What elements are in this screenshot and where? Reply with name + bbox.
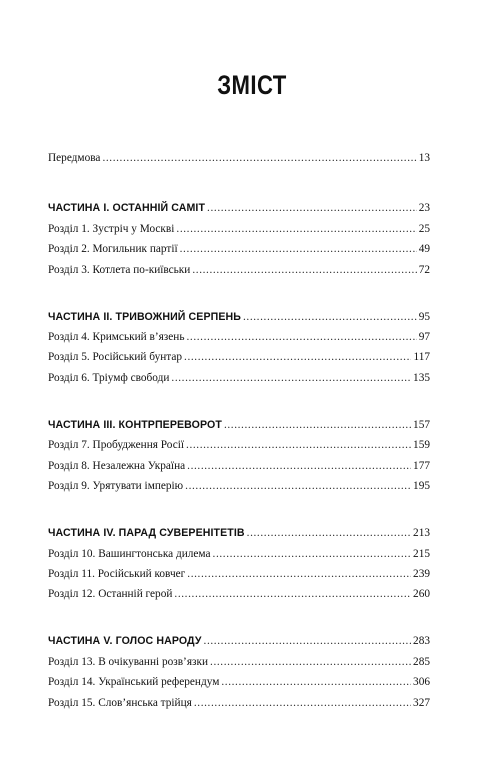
toc-entry-intro[interactable] xyxy=(48,150,430,166)
toc-chapter-2[interactable] xyxy=(48,241,430,257)
toc-chapter-12[interactable] xyxy=(48,586,430,602)
dot-leader xyxy=(247,525,411,541)
toc-page-number: 213 xyxy=(413,527,430,539)
toc-page-number: 97 xyxy=(418,331,430,343)
toc-chapter-15[interactable] xyxy=(48,695,430,711)
toc-page-number: 177 xyxy=(413,460,430,472)
toc-chapter-1[interactable] xyxy=(48,221,430,237)
toc-page-number: 25 xyxy=(418,223,430,235)
toc-page-number: 95 xyxy=(418,311,430,323)
toc-entry-label: Розділ 11. Російський ковчег xyxy=(48,568,186,580)
toc-part-3[interactable] xyxy=(48,417,430,433)
toc-page-number: 195 xyxy=(413,480,430,492)
toc-chapter-10[interactable] xyxy=(48,546,430,562)
dot-leader xyxy=(204,633,412,649)
toc-entry-label: Розділ 4. Кримський в’язень xyxy=(48,331,185,343)
toc-entry-label: Розділ 13. В очікуванні розв’язки xyxy=(48,656,209,668)
toc-entry-label: Розділ 8. Незалежна Україна xyxy=(48,460,186,472)
toc-part-2[interactable] xyxy=(48,309,430,325)
toc-chapter-5[interactable] xyxy=(48,349,430,365)
dot-leader xyxy=(192,262,416,278)
dot-leader xyxy=(176,221,416,237)
toc-entry-label: Розділ 1. Зустріч у Москві xyxy=(48,223,175,235)
page-title: ЗМІСТ xyxy=(217,70,287,100)
dot-leader xyxy=(184,349,411,365)
dot-leader xyxy=(210,654,411,670)
toc-chapter-4[interactable] xyxy=(48,329,430,345)
toc-page-number: 306 xyxy=(413,676,430,688)
toc-part-4[interactable] xyxy=(48,525,430,541)
toc-page-number: 117 xyxy=(413,351,430,363)
dot-leader xyxy=(186,437,411,453)
toc-page-number: 72 xyxy=(418,264,430,276)
dot-leader xyxy=(243,309,417,325)
dot-leader xyxy=(194,695,411,711)
toc-entry-label: Розділ 5. Російський бунтар xyxy=(48,351,183,363)
toc-chapter-3[interactable] xyxy=(48,262,430,278)
toc-part-label: ЧАСТИНА II. ТРИВОЖНИЙ СЕРПЕНЬ xyxy=(48,311,241,323)
toc-page-number: 283 xyxy=(413,635,430,647)
toc-part-label: ЧАСТИНА III. КОНТРПЕРЕВОРОТ xyxy=(48,419,222,431)
dot-leader xyxy=(213,546,412,562)
toc-page-number: 327 xyxy=(413,697,430,709)
dot-leader xyxy=(185,478,411,494)
toc-page-number: 23 xyxy=(418,202,430,214)
toc-chapter-8[interactable] xyxy=(48,458,430,474)
toc-chapter-6[interactable] xyxy=(48,370,430,386)
toc-part-1[interactable] xyxy=(48,200,430,216)
toc-page-number: 13 xyxy=(418,152,430,164)
toc-entry-label: Розділ 15. Слов’янська трійця xyxy=(48,697,192,709)
toc-chapter-7[interactable] xyxy=(48,437,430,453)
toc-entry-label: Розділ 2. Могильник партії xyxy=(48,243,178,255)
toc-entry-label: Розділ 12. Останній герой xyxy=(48,588,173,600)
dot-leader xyxy=(186,329,416,345)
toc-page-number: 49 xyxy=(418,243,430,255)
toc-part-label: ЧАСТИНА I. ОСТАННІЙ САМІТ xyxy=(48,202,206,214)
toc-entry-label: Розділ 6. Тріумф свободи xyxy=(48,372,170,384)
toc-page-number: 215 xyxy=(413,548,430,560)
toc-entry-label: Розділ 14. Український референдум xyxy=(48,676,220,688)
toc-part-label: ЧАСТИНА IV. ПАРАД СУВЕРЕНІТЕТІВ xyxy=(48,527,245,539)
dot-leader xyxy=(180,241,417,257)
dot-leader xyxy=(187,458,411,474)
toc-entry-label: Розділ 9. Урятувати імперію xyxy=(48,480,184,492)
toc-entry-label: Розділ 3. Котлета по-київськи xyxy=(48,264,191,276)
toc-page-number: 159 xyxy=(413,439,430,451)
dot-leader xyxy=(187,566,411,582)
toc-page-number: 157 xyxy=(413,419,430,431)
toc-entry-label: Передмова xyxy=(48,152,101,164)
toc-page-number: 260 xyxy=(413,588,430,600)
dot-leader xyxy=(174,586,411,602)
toc-chapter-9[interactable] xyxy=(48,478,430,494)
toc-page-number: 135 xyxy=(413,372,430,384)
toc-part-label: ЧАСТИНА V. ГОЛОС НАРОДУ xyxy=(48,635,202,647)
toc-part-5[interactable] xyxy=(48,633,430,649)
dot-leader xyxy=(171,370,411,386)
toc-page-number: 239 xyxy=(413,568,430,580)
dot-leader xyxy=(102,150,416,166)
dot-leader xyxy=(221,674,411,690)
toc-entry-label: Розділ 7. Пробудження Росії xyxy=(48,439,185,451)
toc-chapter-14[interactable] xyxy=(48,674,430,690)
toc-chapter-13[interactable] xyxy=(48,654,430,670)
toc-chapter-11[interactable] xyxy=(48,566,430,582)
toc-page-number: 285 xyxy=(413,656,430,668)
dot-leader xyxy=(224,417,411,433)
toc-entry-label: Розділ 10. Вашингтонська дилема xyxy=(48,548,211,560)
dot-leader xyxy=(207,200,417,216)
